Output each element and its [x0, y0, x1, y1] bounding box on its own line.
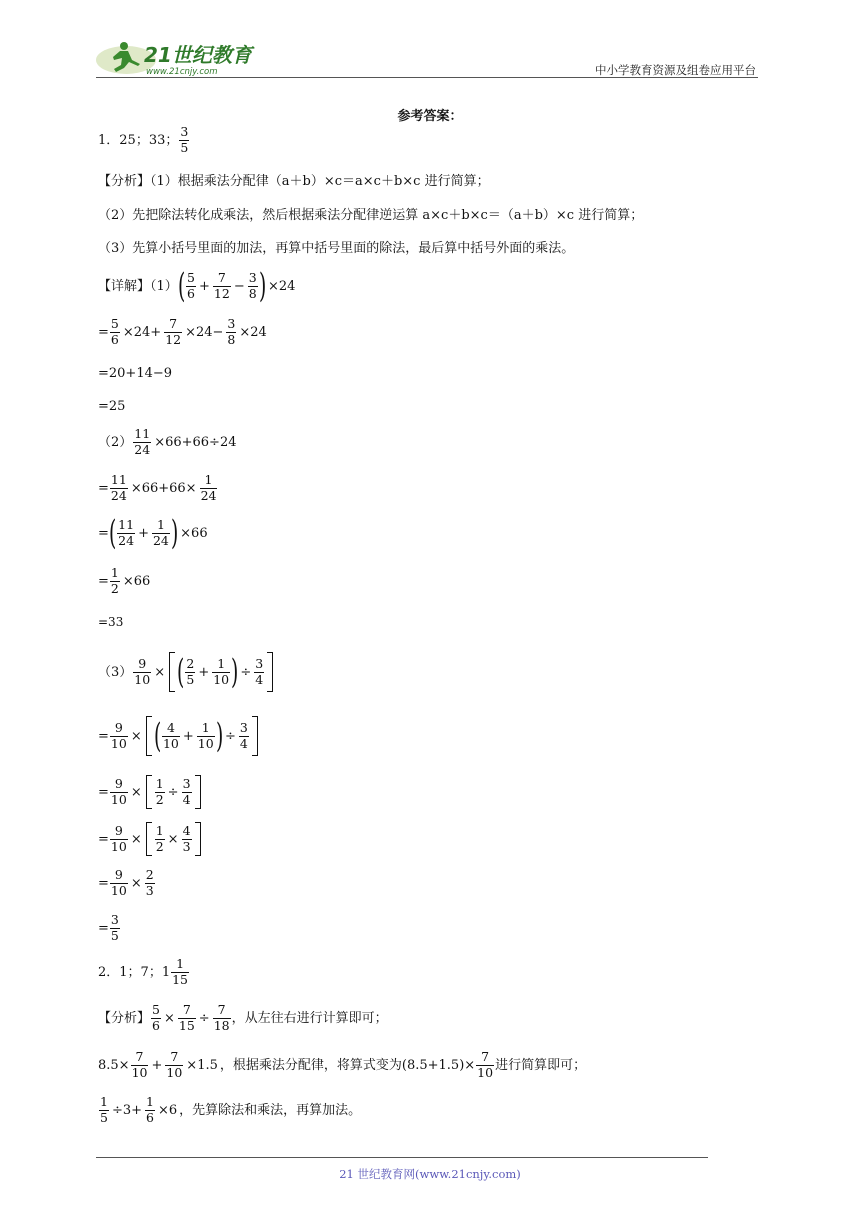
q1-detail-2: （2） $\frac{11}{24}$ ×66+66÷24 [98, 426, 237, 457]
q1-analysis-3: （3）先算小括号里面的加法，再算中括号里面的除法，最后算中括号外面的乘法。 [98, 241, 575, 256]
q2-analysis-1: 【分析】 $\frac{5}{6}$ × $\frac{7}{15}$ ÷ $\frac{7}{18}$ ，从左往右进行计算即可； [98, 1002, 388, 1033]
q1-step: = $\frac{9}{10}$ × $\frac{1}{2}$ ÷ $\frac{3}{4}$ [98, 775, 203, 809]
q1-step: =25 [98, 399, 126, 414]
q1-step: = $\frac{9}{10}$ × $\frac{1}{2}$ × $\frac{4}{3}$ [98, 822, 203, 856]
header-platform-text: 中小学教育资源及组卷应用平台 [595, 63, 756, 77]
footer-divider [96, 1157, 708, 1158]
q1-step: = $\frac{11}{24}$ ×66+66× $\frac{1}{24}$ [98, 472, 217, 503]
page-header [96, 38, 756, 78]
svg-text:21世纪教育: 21世纪教育 [144, 43, 252, 67]
q1-analysis-1: 【分析】（1）根据乘法分配律（a＋b）×c＝a×c＋b×c 进行简算； [98, 174, 490, 189]
page-footer: 21 世纪教育网(www.21cnjy.com) [339, 1167, 521, 1181]
q2-analysis-2: 8.5× $\frac{7}{10}$ + $\frac{7}{10}$ ×1.5 ，根据乘法分配律，将算式变为 (8.5+1.5)× $\frac{7}{10}$ 进行简算即可； [98, 1049, 587, 1080]
q1-step: =33 [98, 615, 124, 629]
detail-label: 【详解】（1） [98, 278, 178, 294]
q2-answer: 2．1；7；1 $\frac{1}{15}$ [98, 956, 188, 987]
q1-step: = ( $\frac{11}{24}$ + $\frac{1}{24}$ ) ×66 [98, 513, 208, 553]
q1-step: = $\frac{1}{2}$ ×66 [98, 565, 151, 596]
q1-step: =20+14−9 [98, 366, 173, 381]
q1-step: = $\frac{9}{10}$ × $\frac{2}{3}$ [98, 867, 154, 898]
svg-text:www.21cnjy.com: www.21cnjy.com [146, 67, 218, 77]
q1-answer [98, 126, 190, 154]
q2-answer-text: 2．1；7；1 [98, 964, 171, 980]
q1-answer-text: 1．25；33； [98, 132, 179, 148]
header-divider [96, 77, 758, 78]
q2-analysis-3: $\frac{1}{5}$ ÷3+ $\frac{1}{6}$ ×6 ，先算除法和乘法，再算加法。 [100, 1094, 362, 1125]
q1-step: = $\frac{5}{6}$ ×24+ $\frac{7}{12}$ ×24− $\frac{3}{8}$ ×24 [98, 316, 267, 347]
logo-icon [96, 38, 261, 78]
fraction: $\frac{3}{5}$ [180, 124, 189, 155]
q1-step: = $\frac{9}{10}$ × ( $\frac{4}{10}$ + $\frac{1}{10}$ ) ÷ $\frac{3}{4}$ [98, 716, 260, 756]
q1-step: = $\frac{3}{5}$ [98, 912, 119, 943]
page-title: 参考答案： [397, 109, 463, 124]
q1-detail-1: 【详解】（1） ( $\frac{5}{6}$ + $\frac{7}{12}$ − $\frac{3}{8}$ ) ×24 [98, 266, 296, 306]
q1-analysis-2: （2）先把除法转化成乘法，然后根据乘法分配律逆运算 a×c＋b×c＝（a＋b）×c 进行简算； [98, 208, 644, 223]
q1-detail-3: （3） $\frac{9}{10}$ × ( $\frac{2}{5}$ + $\frac{1}{10}$ ) ÷ $\frac{3}{4}$ [98, 652, 275, 692]
